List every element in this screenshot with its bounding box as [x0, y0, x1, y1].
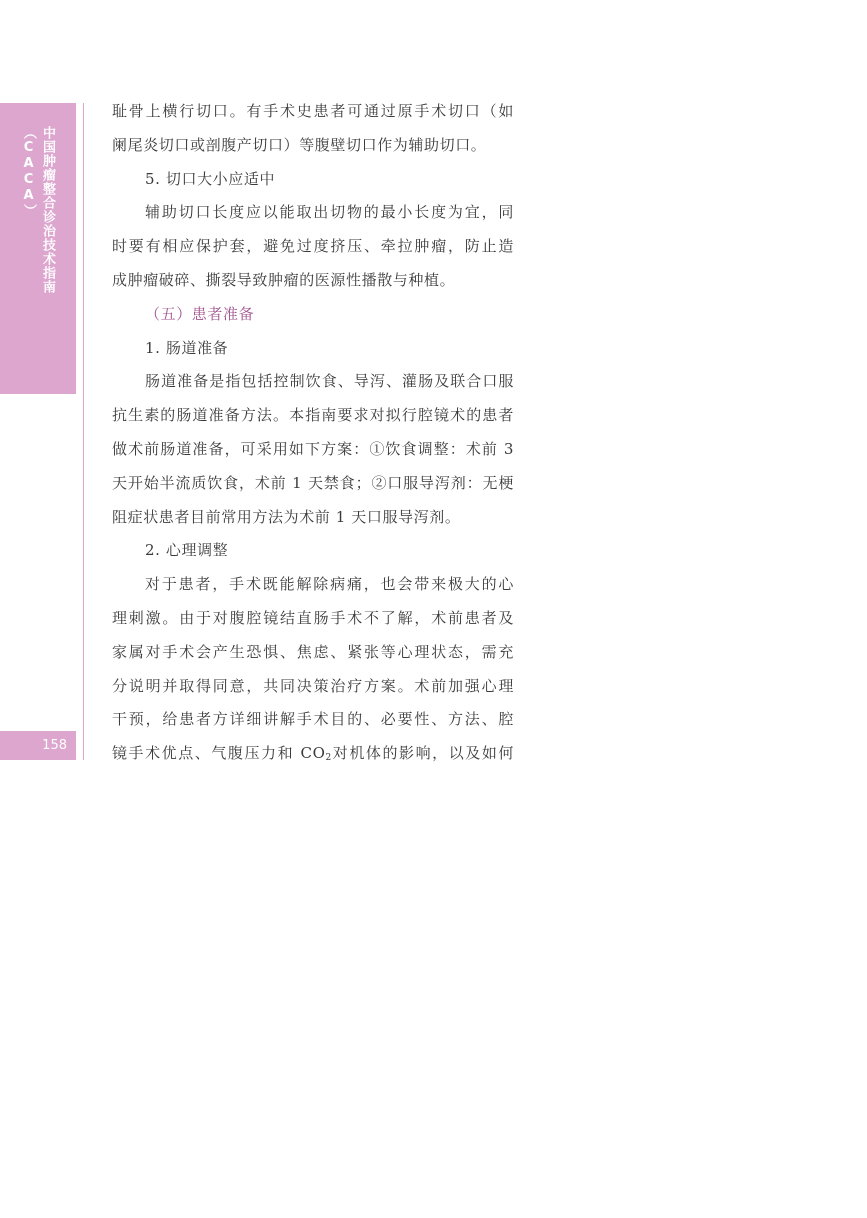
page-number — [0, 731, 76, 760]
book-title-text: 中国肿瘤整合诊治技术指南（CACA） — [21, 126, 55, 294]
text-line — [112, 737, 514, 776]
text-line: 耻骨上横行切口。有手术史患者可通过原手术切口（如 — [112, 102, 514, 120]
text-segment: 对机体的影响，以及如何 — [331, 744, 514, 763]
text-line: 时要有相应保护套，避免过度挤压、牵拉肿瘤，防止造 — [112, 237, 514, 256]
text-line: 做术前肠道准备，可采用如下方案：①饮食调整：术前 3 — [112, 439, 514, 458]
text-line: 对于患者，手术既能解除病痛，也会带来极大的心 — [145, 575, 514, 594]
text-line: 家属对手术会产生恐惧、焦虑、紧张等心理状态，需充 — [112, 642, 514, 661]
text-line: 阑尾炎切口或剖腹产切口）等腹壁切口作为辅助切口。 — [112, 135, 487, 154]
text-line: 辅助切口长度应以能取出切物的最小长度为宜，同 — [145, 203, 514, 222]
subheading: 1. 肠道准备 — [145, 338, 229, 357]
margin-divider — [83, 103, 84, 760]
text-line: 干预，给患者方详细讲解手术目的、必要性、方法、腔 — [112, 710, 514, 729]
text-line: 理刺激。由于对腹腔镜结直肠手术不了解，术前患者及 — [112, 608, 514, 627]
book-title — [0, 126, 76, 376]
body-text — [112, 95, 514, 776]
section-heading: （五）患者准备 — [145, 304, 255, 323]
page-number-text: 158 — [42, 738, 67, 753]
text-line: 成肿瘤破碎、撕裂导致肿瘤的医源性播散与种植。 — [112, 270, 456, 289]
subheading: 5. 切口大小应适中 — [145, 169, 276, 188]
text-line: 天开始半流质饮食，术前 1 天禁食；②口服导泻剂：无梗 — [112, 473, 514, 492]
text-segment: 镜手术优点、气腹压力和 CO — [112, 744, 326, 763]
text-line: 分说明并取得同意，共同决策治疗方案。术前加强心理 — [112, 676, 514, 695]
text-line: 阻症状患者目前常用方法为术前 1 天口服导泻剂。 — [112, 507, 461, 526]
subscript: 2 — [325, 753, 332, 764]
subheading: 2. 心理调整 — [145, 541, 229, 560]
text-line: 抗生素的肠道准备方法。本指南要求对拟行腔镜术的患者 — [112, 406, 514, 425]
text-line: 肠道准备是指包括控制饮食、导泻、灌肠及联合口服 — [145, 372, 514, 391]
